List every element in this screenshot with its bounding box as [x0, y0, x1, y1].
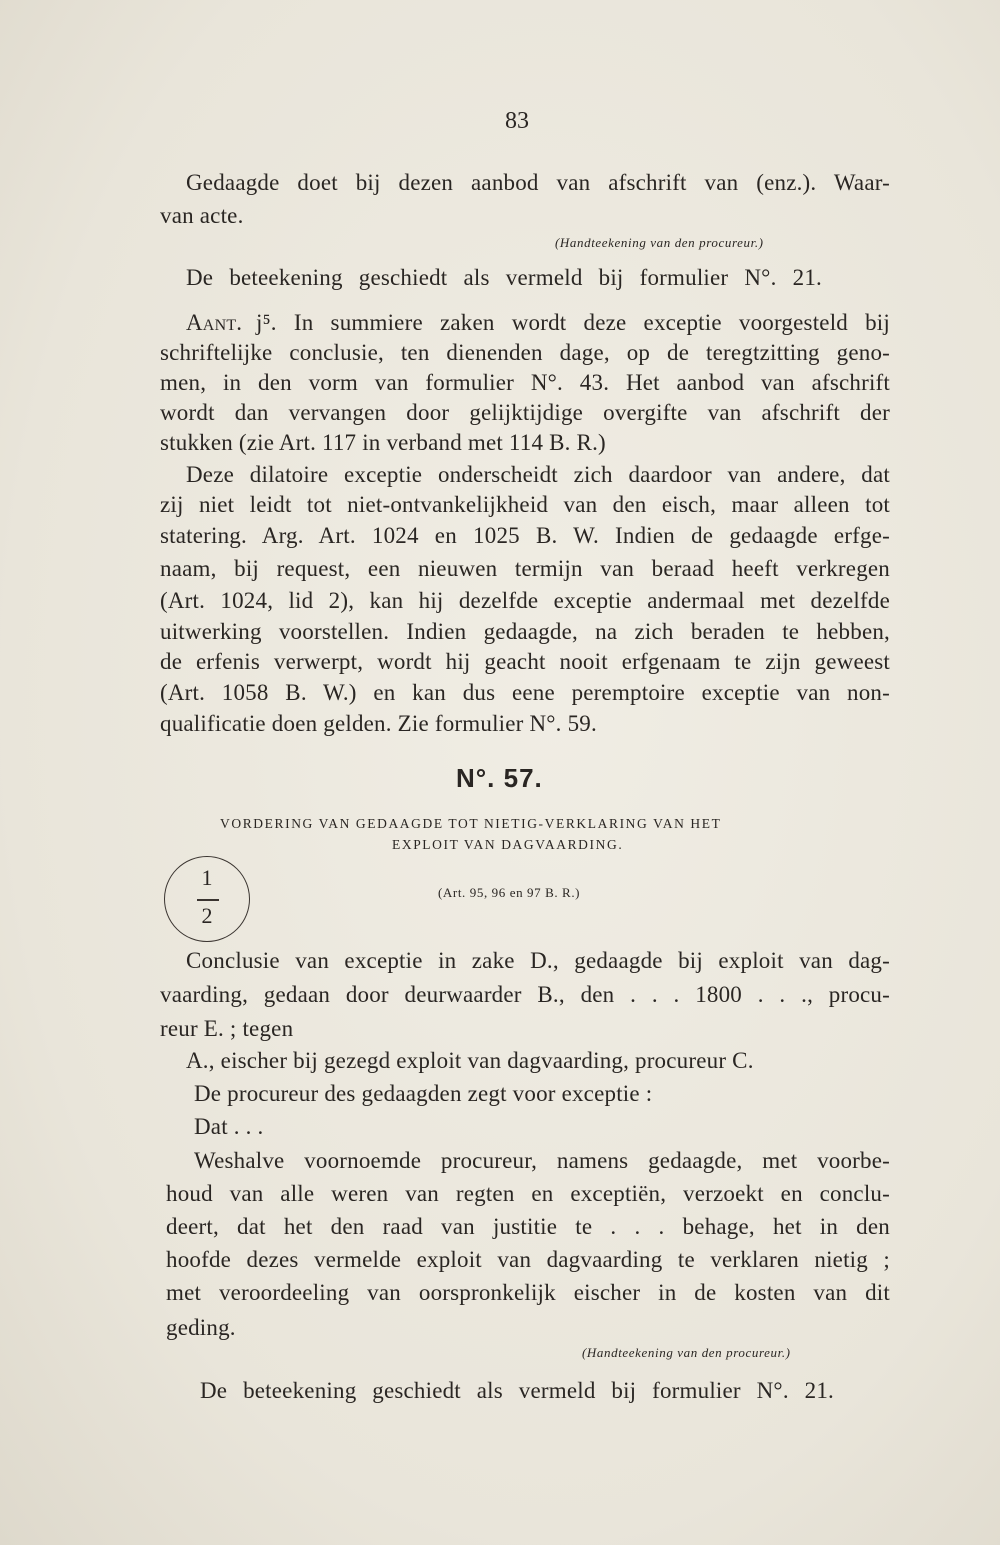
- text-line: Conclusie van exceptie in zake D., gedaagde bij exploit van dag-: [186, 948, 890, 973]
- text-line: schriftelijke conclusie, ten dienenden dage, op de teregtzitting geno-: [160, 340, 890, 365]
- aant-label: Aant.: [186, 310, 243, 335]
- text-line: houd van alle weren van regten en exceptiën, verzoekt en conclu-: [166, 1181, 890, 1206]
- form-number: N°. 57.: [456, 763, 543, 793]
- text-line: vaarding, gedaan door deurwaarder B., den . . . 1800 . . ., procu-: [160, 982, 890, 1007]
- stamp-denominator: 2: [201, 903, 213, 928]
- fraction-bar: [197, 899, 219, 901]
- stamp-numerator: 1: [201, 865, 213, 890]
- text-line: geding.: [166, 1315, 236, 1340]
- text-line: van acte.: [160, 203, 244, 228]
- text-line: stukken (zie Art. 117 in verband met 114 B. R.): [160, 430, 606, 455]
- text-line: de erfenis verwerpt, wordt hij geacht nooit erfgenaam te zijn geweest: [160, 649, 890, 674]
- text-line: naam, bij request, een nieuwen termijn van beraad heeft verkregen: [160, 556, 890, 581]
- text-line: Dat . . .: [194, 1114, 264, 1139]
- text-line: Gedaagde doet bij dezen aanbod van afschrift van (enz.). Waar-: [186, 170, 890, 195]
- text-line: hoofde dezes vermelde exploit van dagvaarding te verklaren nietig ;: [166, 1247, 890, 1272]
- text-line: De procureur des gedaagden zegt voor exceptie :: [194, 1081, 653, 1106]
- text-line: (Art. 1024, lid 2), kan hij dezelfde exceptie andermaal met dezelfde: [160, 588, 890, 613]
- text-line: wordt dan vervangen door gelijktijdige overgifte van afschrift der: [160, 400, 890, 425]
- article-reference: (Art. 95, 96 en 97 B. R.): [438, 885, 581, 900]
- text-line: zij niet leidt tot niet-ontvankelijkheid van den eisch, maar alleen tot: [160, 492, 890, 517]
- text-line: uitwerking voorstellen. Indien gedaagde, na zich beraden te hebben,: [160, 619, 890, 644]
- text-line: Deze dilatoire exceptie onderscheidt zich daardoor van andere, dat: [186, 462, 890, 487]
- text-line: qualificatie doen gelden. Zie formulier N°. 59.: [160, 711, 597, 736]
- text-line: reur E. ; tegen: [160, 1016, 294, 1041]
- text-line: (Art. 1058 B. W.) en kan dus eene peremptoire exceptie van non-: [160, 680, 890, 705]
- form-title: EXPLOIT VAN DAGVAARDING.: [392, 837, 624, 852]
- signature-note: (Handteekening van den procureur.): [582, 1345, 791, 1360]
- text-line: j⁵. In summiere zaken wordt deze exceptie voorgesteld bij: [256, 310, 890, 335]
- signature-note: (Handteekening van den procureur.): [555, 235, 764, 250]
- fraction-stamp: [164, 856, 250, 942]
- text-line: met veroordeeling van oorspronkelijk eischer in de kosten van dit: [166, 1280, 890, 1305]
- form-title: VORDERING VAN GEDAAGDE TOT NIETIG-VERKLARING VAN HET: [220, 816, 722, 831]
- text-line: De beteekening geschiedt als vermeld bij formulier N°. 21.: [186, 265, 822, 290]
- text-line: De beteekening geschiedt als vermeld bij formulier N°. 21.: [200, 1378, 834, 1403]
- text-line: men, in den vorm van formulier N°. 43. Het aanbod van afschrift: [160, 370, 890, 395]
- page-number: 83: [505, 108, 529, 134]
- text-line: Weshalve voornoemde procureur, namens gedaagde, met voorbe-: [194, 1148, 890, 1173]
- text-line: statering. Arg. Art. 1024 en 1025 B. W. Indien de gedaagde erfge-: [160, 523, 890, 548]
- text-line: A., eischer bij gezegd exploit van dagvaarding, procureur C.: [186, 1048, 754, 1073]
- text-line: deert, dat het den raad van justitie te . . . behage, het in den: [166, 1214, 890, 1239]
